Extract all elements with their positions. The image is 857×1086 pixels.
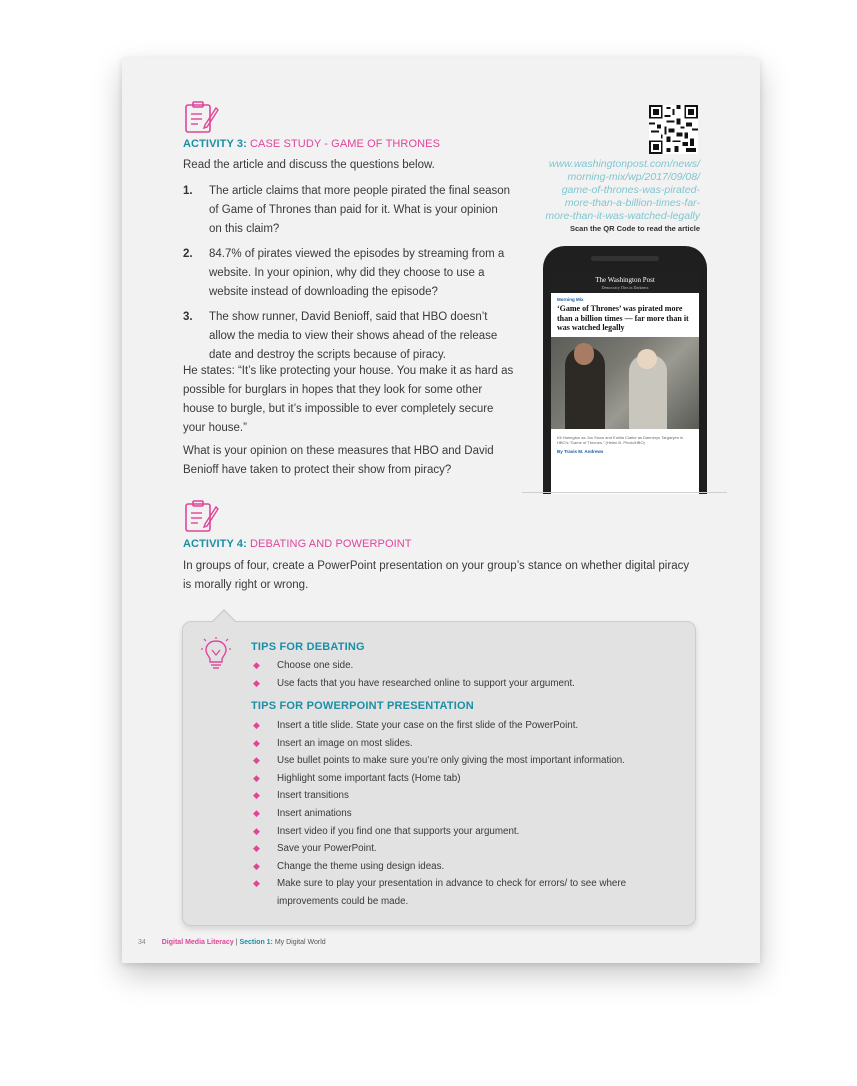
benioff-quote: He states: “It’s like protecting your house. You make it as hard as possible for burglars in hopes that they look for some other house to burgle, but it’s impossible to ever completely secure your house.” <box>183 365 514 434</box>
tips-debating-title: TIPS FOR DEBATING <box>251 641 365 653</box>
bullet-diamond-icon: ◆ <box>253 825 260 836</box>
debating-tips-list <box>251 657 671 692</box>
list-item: ◆ Change the theme using design ideas. <box>251 858 671 876</box>
page-number: 34 <box>138 939 146 946</box>
list-item: ◆ Use bullet points to make sure you’re only giving the most important information. <box>251 752 671 770</box>
list-item: ◆ Insert transitions <box>251 787 671 805</box>
clipboard-pencil-icon <box>183 99 219 135</box>
bullet-diamond-icon: ◆ <box>253 660 260 670</box>
book-title: Digital Media Literacy <box>161 939 234 946</box>
list-item: ◆ Save your PowerPoint. <box>251 840 671 858</box>
list-item: ◆ Insert video if you find one that supports your argument. <box>251 823 671 841</box>
footer-separator: | <box>233 939 240 946</box>
phone-speaker <box>591 256 659 261</box>
list-item: ◆ Insert animations <box>251 805 671 823</box>
activity-3-closing-question: What is your opinion on these measures that HBO and David Benioff have taken to protect their show from piracy? <box>183 445 494 476</box>
lightbulb-icon <box>201 637 231 671</box>
bullet-diamond-icon: ◆ <box>253 677 260 688</box>
bullet-diamond-icon: ◆ <box>253 843 260 854</box>
powerpoint-tips-list <box>251 717 671 911</box>
section-title: My Digital World <box>272 939 326 946</box>
list-item: ◆ Insert a title slide. State your case on the first slide of the PowerPoint. <box>251 717 671 735</box>
phone-divider <box>522 492 727 493</box>
article-byline: By Travis M. Andrews <box>557 448 604 454</box>
question-item: 2. 84.7% of pirates viewed the episodes by streaming from a website. In your opinion, why did they choose to use a website instead of downloading the episode? <box>183 248 505 298</box>
tips-box <box>182 621 696 926</box>
activity-4-intro: In groups of four, create a PowerPoint presentation on your group’s stance on whether digital piracy is morally right or wrong. <box>183 560 690 591</box>
scan-qr-caption: Scan the QR Code to read the article <box>569 224 700 233</box>
article-url[interactable]: www.washingtonpost.com/news/ morning-mix/wp/2017/09/08/ game-of-thrones-was-pirated- more-than-a-billion-times-far- more-than-it-was-watched-legally <box>545 158 700 222</box>
article-section-label: Morning Mix <box>557 297 584 302</box>
list-item: ◆ Insert an image on most slides. <box>251 735 671 753</box>
question-item: 3. The show runner, David Benioff, said that HBO doesn’t allow the media to view their shows ahead of the release date and destroy the scripts because of piracy. <box>183 311 498 361</box>
list-item: ◆ Make sure to play your presentation in advance to check for errors/ to see where improvements could be made. <box>251 875 671 910</box>
bullet-diamond-icon: ◆ <box>253 737 260 748</box>
bullet-diamond-icon: ◆ <box>253 790 260 801</box>
article-photo <box>551 337 699 429</box>
bullet-diamond-icon: ◆ <box>253 755 260 766</box>
clipboard-pencil-icon <box>183 498 219 534</box>
question-list <box>183 182 513 371</box>
speech-notch-fill <box>212 611 236 623</box>
photo-caption: Kit Harington as Jon Snow and Emilia Clarke as Daenerys Targaryen in HBO’s “Game of Thrones.” (Helen B. Photo/HBO) <box>557 434 684 445</box>
bullet-diamond-icon: ◆ <box>253 720 260 730</box>
article-headline: ‘Game of Thrones’ was pirated more than a billion times — far more than it was watched legally <box>557 304 689 332</box>
list-item: ◆ Use facts that you have researched online to support your argument. <box>251 675 671 693</box>
workbook-page <box>122 58 760 963</box>
bullet-diamond-icon: ◆ <box>253 878 260 889</box>
figure-right-head <box>637 349 657 369</box>
article-screenshot <box>551 274 699 494</box>
bullet-diamond-icon: ◆ <box>253 807 260 818</box>
question-item: 1. The article claims that more people pirated the final season of Game of Thrones than paid for it. What is your opinion on this claim? <box>183 185 511 235</box>
activity-3-heading: ACTIVITY 3: CASE STUDY - GAME OF THRONES <box>183 138 441 150</box>
bullet-diamond-icon: ◆ <box>253 860 260 871</box>
page-footer <box>138 939 326 946</box>
bullet-diamond-icon: ◆ <box>253 772 260 783</box>
masthead: The Washington Post Democracy Dies in Darkness <box>551 274 699 293</box>
list-item: ◆ Highlight some important facts (Home tab) <box>251 770 671 788</box>
qr-code-icon[interactable] <box>649 105 698 154</box>
phone-mockup <box>543 246 707 494</box>
activity-3-intro: Read the article and discuss the questions below. <box>183 159 435 171</box>
activity-4-heading: ACTIVITY 4: DEBATING AND POWERPOINT <box>183 538 412 550</box>
tips-powerpoint-title: TIPS FOR POWERPOINT PRESENTATION <box>251 700 474 712</box>
list-item: ◆ Choose one side. <box>251 657 671 675</box>
figure-left-head <box>574 343 594 365</box>
section-label: Section 1: <box>239 939 273 946</box>
